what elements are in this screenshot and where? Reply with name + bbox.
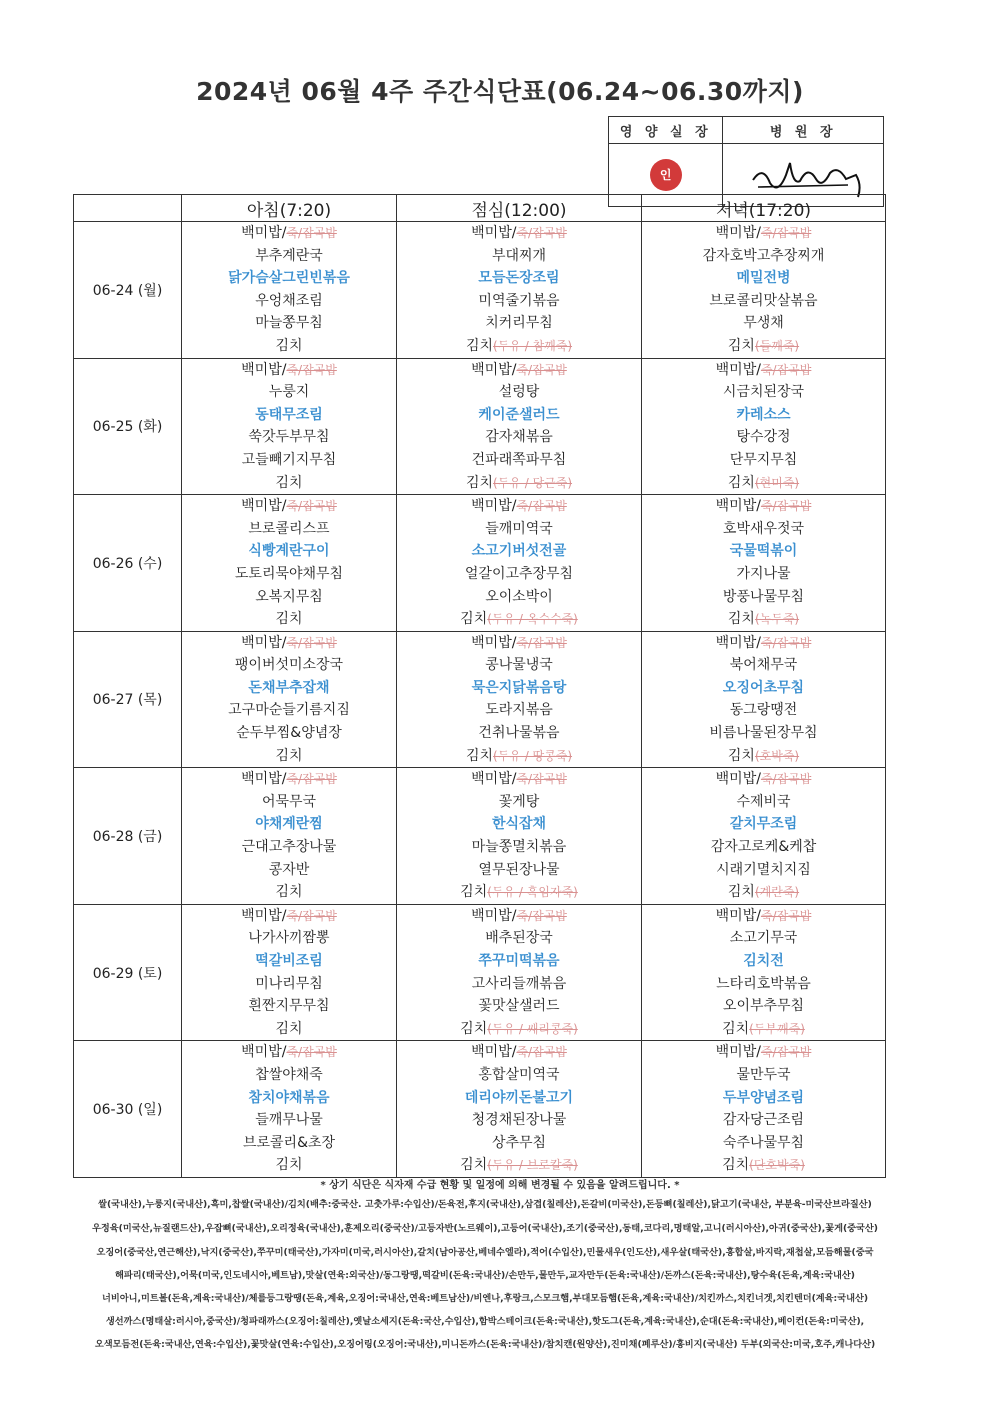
main-dish: 모듬돈장조림 [478, 270, 560, 287]
menu-item [397, 905, 641, 928]
main-dish: 데리야끼돈불고기 [464, 1089, 574, 1106]
breakfast-cell [182, 358, 397, 495]
menu-item-base: 백미밥/ [241, 361, 287, 378]
menu-item: 비름나물된장무침 [709, 725, 818, 742]
menu-item [397, 335, 641, 358]
menu-item: 치커리무침 [485, 315, 553, 332]
menu-item: 마늘쫑무침 [255, 315, 323, 332]
struck-option: 죽/잡곡밥 [760, 362, 812, 377]
header-dinner: 저녁(17:20) [642, 195, 886, 222]
menu-item [642, 745, 885, 768]
menu-item: 김치 [275, 747, 303, 764]
menu-item-base: 김치 [727, 337, 755, 354]
menu-item: 꽃게탕 [498, 793, 540, 810]
menu-item-base: 김치 [465, 474, 494, 491]
menu-item [397, 745, 641, 768]
struck-option: (들깨죽) [754, 338, 800, 353]
director-signature [738, 145, 868, 201]
menu-item: 탕수강정 [736, 429, 791, 446]
menu-item: 감자채볶음 [485, 429, 553, 446]
struck-option: 죽/잡곡밥 [760, 635, 812, 650]
header-lunch: 점심(12:00) [397, 195, 642, 222]
main-dish: 야채계란찜 [255, 816, 323, 833]
menu-item [397, 495, 641, 518]
menu-item-base: 김치 [460, 611, 488, 628]
menu-item: 청경채된장나물 [471, 1112, 567, 1129]
menu-item [642, 905, 885, 928]
menu-item: 감자고로케&케찹 [710, 839, 817, 856]
menu-item: 김치 [275, 1020, 303, 1037]
header-breakfast: 아침(7:20) [182, 195, 397, 222]
breakfast-cell [182, 1041, 397, 1178]
origin-line: 해파리(태국산),어묵(미국,인도네시아,베트남),맛살(연육:외국산)/동그랑땡,떡갈비(돈육:국내산)/손만두,물만두,교자만두(돈육:국내산)/돈까스(돈육:국내산),탕수육(돈육,계육:국내산) [115, 1270, 855, 1281]
lunch-cell [397, 358, 642, 495]
day-row [74, 1041, 886, 1178]
breakfast-cell [182, 495, 397, 632]
main-dish: 식빵계란구이 [248, 543, 330, 560]
day-row [74, 222, 886, 359]
menu-item: 브로콜리맛살볶음 [709, 292, 818, 309]
menu-item: 얼갈이고추장무침 [464, 565, 574, 582]
menu-item: 김치 [275, 1157, 303, 1174]
menu-item-base: 백미밥/ [715, 907, 761, 924]
menu-item: 부대찌개 [491, 247, 547, 264]
menu-item [642, 335, 885, 358]
menu-item: 상추무침 [491, 1134, 547, 1151]
menu-item [182, 1041, 396, 1064]
director-label: 병 원 장 [723, 117, 884, 144]
menu-item-base: 김치 [727, 474, 755, 491]
menu-item [397, 768, 641, 791]
menu-item: 콩자반 [268, 861, 310, 878]
struck-option: 죽/잡곡밥 [760, 226, 812, 240]
struck-option: 죽/잡곡밥 [286, 1045, 337, 1060]
menu-item [642, 222, 885, 245]
menu-item [397, 632, 641, 655]
menu-item: 도토리묵야채무침 [234, 565, 344, 582]
lunch-cell [397, 904, 642, 1041]
day-row [74, 631, 886, 768]
day-date: 06-27 (목) [74, 631, 182, 768]
menu-item: 미역줄기볶음 [478, 292, 560, 309]
menu-item: 시금치된장국 [722, 384, 805, 401]
menu-item [642, 1018, 885, 1041]
menu-item: 부추계란국 [255, 247, 323, 264]
menu-item: 건취나물볶음 [478, 725, 560, 742]
menu-item-base: 김치 [460, 1020, 488, 1037]
menu-item: 오이부추무침 [722, 998, 805, 1015]
header-date [74, 195, 182, 222]
struck-option: 죽/잡곡밥 [286, 499, 337, 514]
menu-item: 배추된장국 [485, 930, 553, 947]
dinner-cell [642, 222, 886, 359]
menu-item-base: 백미밥/ [715, 1044, 761, 1061]
menu-item: 쑥갓두부무침 [248, 429, 330, 446]
dinner-cell [642, 495, 886, 632]
menu-item: 느타리호박볶음 [716, 975, 811, 992]
lunch-cell [397, 1041, 642, 1178]
menu-item-base: 백미밥/ [241, 907, 287, 924]
menu-item: 근대고추장나물 [241, 839, 337, 856]
struck-option: (호박죽) [754, 748, 800, 763]
menu-item-base: 백미밥/ [715, 225, 761, 241]
menu-item: 들깨무나물 [255, 1112, 323, 1129]
lunch-cell [397, 495, 642, 632]
struck-option: 죽/잡곡밥 [760, 772, 812, 787]
menu-item-base: 백미밥/ [471, 225, 517, 241]
menu-item-base: 김치 [727, 611, 755, 628]
struck-option: 죽/잡곡밥 [516, 1045, 567, 1060]
notice-text: * 상기 식단은 식자재 수급 현황 및 일정에 의해 변경될 수 있음을 알려드립니다. * [320, 1180, 680, 1191]
menu-item: 감자당근조림 [722, 1112, 805, 1129]
menu-item: 숙주나물무침 [722, 1134, 805, 1151]
menu-item-base: 백미밥/ [471, 1044, 517, 1061]
struck-option: 죽/잡곡밥 [760, 499, 812, 514]
menu-item-base: 김치 [465, 337, 494, 354]
struck-option: 죽/잡곡밥 [516, 908, 567, 923]
origin-line: 오징어(중국산,연근해산),낙지(중국산),쭈꾸미(태국산),가자미(미국,러시아산),갈치(남아공산,베네수엘라),적어(수입산),민물새우(인도산),새우살(태국산),홍합살,바지락,재첩살,모듬해물(중국 [96, 1247, 874, 1258]
origin-line: 생선까스(명태살:러시아,중국산)/청파래까스(오징어:칠레산),옛날소세지(돈육:국산,수입산),함박스테이크(돈육:국내산),핫도그(돈육,계육:국내산),순대(돈육:국내산),베이컨(돈육:미국산), [105, 1316, 865, 1327]
menu-item [642, 768, 885, 791]
menu-item: 나가사끼짬뽕 [248, 930, 330, 947]
menu-item: 건파래쪽파무침 [471, 451, 567, 468]
main-dish: 갈치무조림 [729, 816, 798, 833]
struck-option: 죽/잡곡밥 [286, 226, 337, 240]
day-date: 06-30 (일) [74, 1041, 182, 1178]
menu-item [397, 608, 641, 631]
main-dish: 참치야채볶음 [248, 1089, 330, 1106]
origin-line: 오색모듬전(돈육:국내산,연육:수입산),꽃맛살(연육:수입산),오징어링(오징어:국내산),미니돈까스(돈육:국내산)/참치캔(원양산),진미채(페루산)/홍비지(국내산) 두부(외국산:미국,호주,캐나다산) [94, 1339, 876, 1350]
menu-item: 꽃맛살샐러드 [478, 998, 560, 1015]
page-title: 2024년 06월 4주 주간식단표(06.24~06.30까지) [196, 77, 804, 106]
menu-item: 설렁탕 [498, 384, 540, 401]
menu-item-base: 김치 [460, 884, 488, 901]
breakfast-cell [182, 222, 397, 359]
struck-option: (두유 / 브로칼죽) [487, 1158, 578, 1173]
struck-option: (두유 / 옥수수죽) [487, 612, 578, 627]
main-dish: 떡갈비조림 [255, 953, 323, 969]
menu-item: 동그랑땡전 [729, 702, 798, 719]
struck-option: (현미죽) [754, 475, 800, 490]
menu-item [182, 495, 396, 518]
menu-item-base: 김치 [727, 747, 755, 764]
menu-item-base: 김치 [727, 884, 755, 901]
main-dish: 돈채부추잡채 [248, 679, 330, 696]
menu-item [642, 1154, 885, 1177]
lunch-cell [397, 631, 642, 768]
dinner-cell [642, 768, 886, 905]
menu-item [642, 881, 885, 904]
main-dish: 소고기버섯전골 [471, 543, 567, 560]
struck-option: (두유 / 쌔리콩죽) [487, 1021, 578, 1036]
menu-item: 감자호박고추장찌개 [702, 247, 825, 264]
menu-item-base: 백미밥/ [241, 1044, 287, 1061]
main-dish: 닭가슴살그린빈볶음 [228, 270, 350, 287]
struck-option: 죽/잡곡밥 [286, 772, 337, 787]
menu-item: 무생채 [743, 315, 784, 332]
menu-item-base: 백미밥/ [241, 771, 287, 788]
menu-item: 김치 [275, 611, 303, 628]
struck-option: 죽/잡곡밥 [286, 908, 337, 923]
menu-item-base: 백미밥/ [241, 225, 287, 241]
menu-item [397, 359, 641, 382]
day-date: 06-26 (수) [74, 495, 182, 632]
nutritionist-label: 영 양 실 장 [609, 117, 723, 144]
main-dish: 메밀전병 [736, 270, 791, 287]
menu-item-base: 백미밥/ [471, 498, 517, 515]
menu-item-base: 백미밥/ [241, 498, 287, 515]
main-dish: 묵은지닭볶음탕 [471, 679, 567, 696]
struck-option: (단호박죽) [749, 1158, 805, 1173]
dinner-cell [642, 904, 886, 1041]
menu-item [397, 1041, 641, 1064]
struck-option: 죽/잡곡밥 [286, 362, 337, 377]
struck-option: (계란죽) [754, 885, 800, 900]
menu-item: 콩나물냉국 [485, 657, 553, 674]
menu-item: 김치 [275, 474, 303, 491]
menu-item: 단무지무침 [729, 451, 798, 468]
day-row [74, 904, 886, 1041]
menu-item: 미나리무침 [255, 975, 323, 992]
menu-item: 가지나물 [736, 565, 791, 582]
dinner-cell [642, 1041, 886, 1178]
menu-item-base: 백미밥/ [471, 907, 517, 924]
struck-option: 죽/잡곡밥 [516, 226, 567, 240]
struck-option: (두유 / 땅콩죽) [493, 748, 573, 763]
struck-option: (두부깨죽) [749, 1021, 805, 1036]
day-date: 06-29 (토) [74, 904, 182, 1041]
menu-item: 방풍나물무침 [722, 588, 805, 605]
day-date: 06-28 (금) [74, 768, 182, 905]
menu-item: 소고기무국 [729, 930, 798, 947]
menu-item: 물만두국 [736, 1066, 791, 1083]
origin-line: 우정육(미국산,뉴질랜드산),우잡뼈(국내산),오리정육(국내산),훈제오리(중국산)/고등자반(노르웨이),고등어(국내산),조기(중국산),동태,코다리,명태알,고니(러시아산),아귀(중국산),꽃게(중국산) [92, 1223, 878, 1234]
day-date: 06-25 (화) [74, 358, 182, 495]
menu-item [182, 359, 396, 382]
menu-item-base: 백미밥/ [715, 634, 761, 651]
breakfast-cell [182, 904, 397, 1041]
main-dish: 케이준샐러드 [478, 406, 560, 423]
menu-item: 팽이버섯미소장국 [234, 657, 344, 674]
menu-item [182, 768, 396, 791]
menu-item-base: 백미밥/ [471, 634, 517, 651]
menu-item: 열무된장나물 [478, 861, 560, 878]
origin-line: 너비아니,미트볼(돈육,계육:국내산)/체를등그랑땡(돈육,계육,오징어:국내산,연육:베트남산)/비엔나,후랑크,스모크햄,부대모듬햄(돈육,계육:국내산)/치킨까스,치킨너겟,치킨텐더(계육:국내산) [101, 1293, 869, 1304]
dinner-cell [642, 358, 886, 495]
menu-item: 브로콜리스프 [248, 520, 330, 537]
menu-item [397, 1018, 641, 1041]
menu-item-base: 백미밥/ [715, 771, 761, 788]
menu-item: 오복지무침 [255, 588, 323, 605]
menu-item [397, 472, 641, 495]
menu-item-base: 김치 [722, 1157, 750, 1174]
menu-item [642, 472, 885, 495]
menu-item: 시래기멸치지짐 [716, 861, 811, 878]
main-dish: 오징어초무침 [722, 679, 805, 696]
menu-item: 호박새우젓국 [722, 520, 805, 537]
day-date: 06-24 (월) [74, 222, 182, 359]
menu-item [642, 495, 885, 518]
menu-item-base: 백미밥/ [471, 361, 517, 378]
day-row [74, 768, 886, 905]
menu-item-base: 백미밥/ [715, 361, 761, 378]
struck-option: 죽/잡곡밥 [516, 499, 567, 514]
menu-item: 마늘쫑멸치볶음 [471, 839, 567, 856]
main-dish: 한식잡채 [491, 816, 547, 833]
struck-option: 죽/잡곡밥 [286, 635, 337, 650]
menu-item: 고사리들깨볶음 [471, 975, 567, 992]
menu-item [182, 222, 396, 245]
menu-item: 브로콜리&초장 [242, 1134, 336, 1151]
struck-option: (두유 / 당근죽) [493, 475, 573, 490]
breakfast-cell [182, 631, 397, 768]
menu-item [642, 359, 885, 382]
struck-option: 죽/잡곡밥 [516, 362, 567, 377]
struck-option: (두유 / 흑임자죽) [487, 885, 578, 900]
nutritionist-seal-stamp: 인 [650, 159, 682, 191]
menu-item: 홍합살미역국 [478, 1066, 560, 1083]
menu-item [397, 222, 641, 245]
menu-item [182, 905, 396, 928]
struck-option: 죽/잡곡밥 [516, 772, 567, 787]
menu-item-base: 백미밥/ [241, 634, 287, 651]
menu-item-base: 백미밥/ [715, 498, 761, 515]
lunch-cell [397, 768, 642, 905]
menu-item [182, 632, 396, 655]
dinner-cell [642, 631, 886, 768]
weekly-menu-table [73, 194, 886, 1178]
menu-item: 찹쌀야채죽 [255, 1066, 323, 1083]
menu-item-base: 김치 [465, 747, 494, 764]
menu-item: 흰짠지무무침 [248, 998, 330, 1015]
main-dish: 동태무조림 [255, 406, 323, 423]
menu-item [642, 1041, 885, 1064]
menu-item: 고구마순들기름지짐 [228, 702, 350, 719]
breakfast-cell [182, 768, 397, 905]
menu-item: 들깨미역국 [485, 520, 553, 537]
menu-item [397, 1154, 641, 1177]
origin-line: 쌀(국내산),누룽지(국내산),흑미,찹쌀(국내산)/김치(배추:중국산. 고춧가루:수입산)/돈육전,후지(국내산),삼겹(칠레산),돈갈비(미국산),돈등뼈(칠레산),닭고기(국내산, 부분육-미국산브라질산) [98, 1199, 872, 1210]
menu-item: 수제비국 [736, 793, 791, 810]
struck-option: 죽/잡곡밥 [516, 635, 567, 650]
main-dish: 김치전 [743, 953, 784, 969]
menu-item-base: 김치 [722, 1020, 750, 1037]
menu-item: 도라지볶음 [485, 702, 553, 719]
struck-option: (두유 / 참깨죽) [493, 338, 573, 353]
day-row [74, 358, 886, 495]
menu-item: 우엉채조림 [255, 292, 323, 309]
menu-item: 오이소박이 [485, 588, 553, 605]
day-row [74, 495, 886, 632]
main-dish: 두부양념조림 [722, 1089, 805, 1106]
menu-item: 어묵무국 [261, 793, 317, 810]
menu-item: 김치 [275, 337, 303, 354]
struck-option: 죽/잡곡밥 [760, 908, 812, 923]
menu-item: 고들빼기지무침 [241, 451, 337, 468]
menu-item: 순두부찜&양념장 [236, 725, 342, 742]
main-dish: 국물떡볶이 [729, 543, 798, 560]
menu-item: 북어채무국 [729, 657, 798, 674]
menu-item: 누룽지 [268, 384, 310, 401]
main-dish: 쭈꾸미떡볶음 [478, 953, 560, 969]
menu-item-base: 백미밥/ [471, 771, 517, 788]
lunch-cell [397, 222, 642, 359]
menu-item [642, 608, 885, 631]
main-dish: 카레소스 [736, 406, 791, 423]
menu-item [397, 881, 641, 904]
menu-item [642, 632, 885, 655]
struck-option: 죽/잡곡밥 [760, 1045, 812, 1060]
menu-item-base: 김치 [460, 1157, 488, 1174]
menu-item: 김치 [275, 884, 303, 901]
struck-option: (녹두죽) [754, 612, 800, 627]
